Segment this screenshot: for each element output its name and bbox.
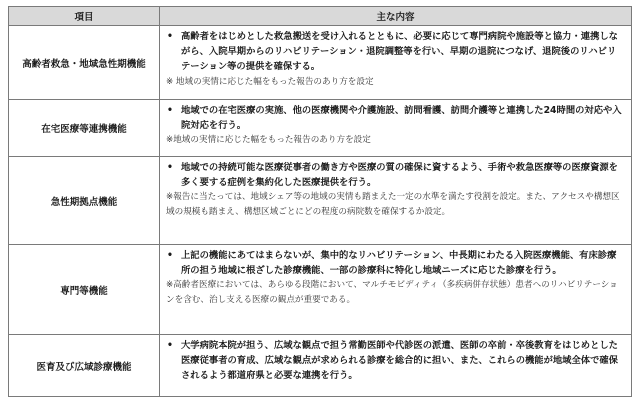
bullet-item bbox=[166, 160, 625, 190]
row-note: ※地域の実情に応じた幅をもった報告のあり方を設定 bbox=[166, 135, 371, 146]
bullet-icon: • bbox=[167, 162, 173, 173]
row-text: 地域での持続可能な医療従事者の働き方や医療の質の確保に資するよう、手術や救急医療等の医療資源を多く要する症例を集約化した医療提供を行う。 bbox=[181, 162, 618, 189]
bullet-item bbox=[166, 338, 625, 384]
bullet-icon: • bbox=[167, 105, 173, 116]
row-text: 上記の機能にあてはまらないが、集中的なリハビリテーション、中長期にわたる入院医療機能、有床診療所の担う地域に根ざした診療機能、一部の診療科に特化し地域ニーズに応じた診療を行う。 bbox=[181, 250, 617, 277]
row-category: 高齢者救急・地域急性期機能 bbox=[9, 26, 160, 100]
table-row bbox=[9, 157, 632, 245]
bullet-icon: • bbox=[167, 340, 173, 351]
function-table bbox=[8, 6, 632, 397]
row-text: 大学病院本院が担う、広域な観点で担う常勤医師や代診医の派遣、医師の卒前・卒後教育をはじめとした医療従事者の育成、広域な観点が求められる診療を総合的に担い、また、これらの機能が地域全体で確保されるよう都道府県と必要な連携を行う。 bbox=[181, 340, 618, 382]
bullet-icon: • bbox=[167, 250, 173, 261]
row-text: 高齢者をはじめとした救急搬送を受け入れるとともに、必要に応じて専門病院や施設等と協力・連携しながら、入院早期からのリハビリテーション・退院調整等を行い、早期の退院につなげ、退院後のリハビリテーション等の提供を確保する。 bbox=[181, 31, 618, 73]
row-category: 在宅医療等連携機能 bbox=[9, 100, 160, 157]
row-content bbox=[160, 335, 632, 397]
row-content bbox=[160, 26, 632, 100]
table-row bbox=[9, 245, 632, 335]
header-item: 項目 bbox=[9, 7, 160, 26]
row-content bbox=[160, 245, 632, 335]
bullet-item bbox=[166, 103, 625, 133]
table-row bbox=[9, 100, 632, 157]
row-category: 専門等機能 bbox=[9, 245, 160, 335]
row-note: ※報告に当たっては、地域シェア等の地域の実情も踏まえた一定の水準を満たす役割を設定。また、アクセスや構想区域の規模も踏まえ、構想区域ごとにどの程度の病院数を確保するか設定。 bbox=[166, 192, 620, 218]
row-content bbox=[160, 157, 632, 245]
bullet-item bbox=[166, 248, 625, 278]
row-note: ※高齢者医療においては、あらゆる段階において、マルチモビディティ（多疾病併存状態）患者へのリハビリテーションを含む、治し支える医療の観点が重要である。 bbox=[166, 280, 618, 306]
table-row bbox=[9, 335, 632, 397]
row-category: 医育及び広域診療機能 bbox=[9, 335, 160, 397]
table-row bbox=[9, 26, 632, 100]
row-text: 地域での在宅医療の実施、他の医療機関や介護施設、訪問看護、訪問介護等と連携した24時間の対応や入院対応を行う。 bbox=[181, 105, 622, 132]
bullet-icon: • bbox=[167, 31, 173, 42]
header-content: 主な内容 bbox=[160, 7, 632, 26]
row-content bbox=[160, 100, 632, 157]
bullet-item bbox=[166, 29, 625, 75]
row-category: 急性期拠点機能 bbox=[9, 157, 160, 245]
row-note: ※ 地域の実情に応じた幅をもった報告のあり方を設定 bbox=[166, 76, 374, 87]
table-header-row bbox=[9, 7, 632, 26]
